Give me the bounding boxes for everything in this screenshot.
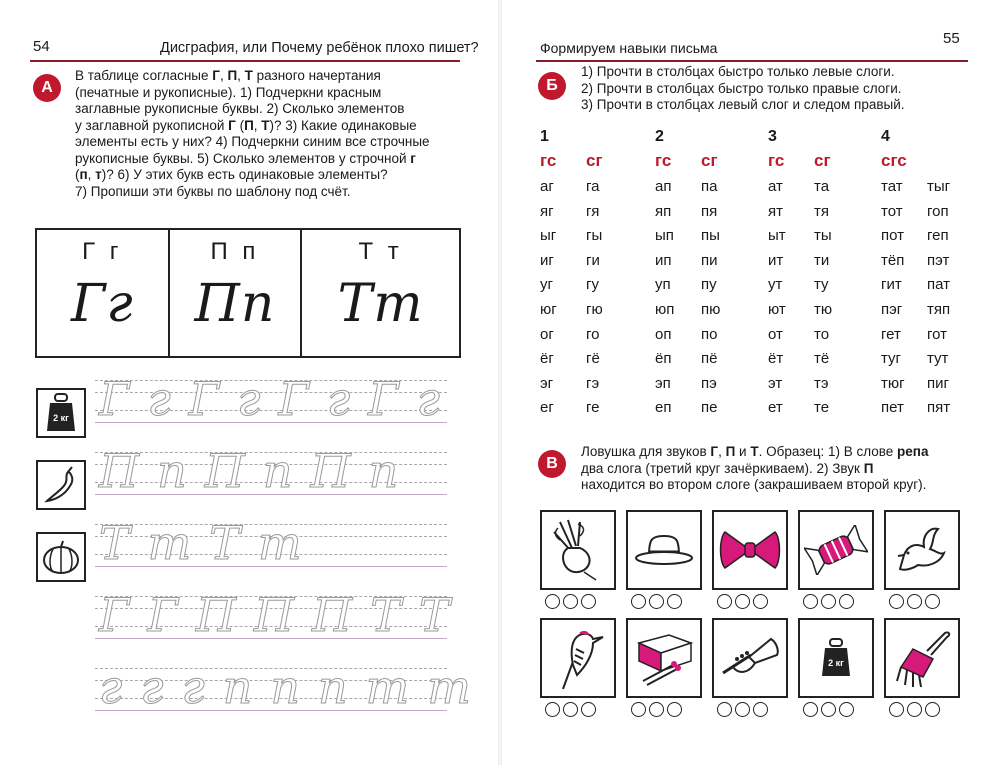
syllable: эт bbox=[768, 374, 783, 392]
syllable-circle[interactable] bbox=[821, 702, 836, 717]
instruction-text: рукописные буквы. 5) Сколько элементов у строчной bbox=[75, 150, 411, 166]
letter-cell bbox=[302, 230, 459, 356]
bold-letter: П bbox=[863, 460, 874, 476]
syllable: тот bbox=[881, 202, 903, 220]
svg-text:2 кг: 2 кг bbox=[828, 658, 844, 668]
syllable-circle[interactable] bbox=[803, 702, 818, 717]
column-header: гс bbox=[540, 151, 557, 170]
syllable: ёп bbox=[655, 350, 672, 368]
syllable: от bbox=[768, 325, 783, 343]
syllable: ып bbox=[655, 227, 674, 245]
syllable: ыт bbox=[768, 227, 786, 245]
bold-letter: г bbox=[410, 150, 416, 166]
task-b-instructions bbox=[581, 64, 971, 114]
instruction-text: у заглавной рукописной bbox=[75, 117, 229, 133]
matchbox-icon bbox=[626, 618, 702, 698]
syllable: ты bbox=[814, 227, 832, 245]
syllable-circle[interactable] bbox=[821, 594, 836, 609]
syllable-circle[interactable] bbox=[631, 594, 646, 609]
instruction-text: , bbox=[87, 167, 96, 182]
instruction-text: В таблице согласные bbox=[75, 68, 213, 83]
syllable: то bbox=[814, 325, 830, 343]
instruction-text: , bbox=[237, 68, 245, 83]
instruction-line bbox=[75, 134, 465, 151]
instruction-text: (печатные и рукописные). 1) Подчеркни красным bbox=[75, 84, 382, 100]
syllable: ог bbox=[540, 325, 554, 343]
syllable: ги bbox=[586, 251, 600, 269]
instruction-text: 3) Прочти в столбцах левый слог и следом правый. bbox=[581, 97, 905, 112]
matchbox-icon-svg bbox=[633, 629, 695, 687]
syllable: гы bbox=[586, 227, 603, 245]
pepper-icon bbox=[36, 460, 86, 510]
instruction-text: )? 3) Какие одинаковые bbox=[269, 117, 417, 133]
letter-cell bbox=[170, 230, 303, 356]
trace-letters: ПпПпПп bbox=[99, 444, 417, 498]
hat-icon-svg bbox=[633, 530, 695, 570]
syllable: пе bbox=[701, 399, 718, 417]
syllable-circles bbox=[631, 702, 682, 717]
syllable: тяп bbox=[927, 301, 951, 318]
syllable: тыг bbox=[927, 178, 951, 195]
syllable-circle[interactable] bbox=[907, 702, 922, 717]
instruction-text: находится во втором слоге (закрашиваем второй круг). bbox=[581, 477, 927, 492]
syllable-circle[interactable] bbox=[545, 702, 560, 717]
syllable: тат bbox=[881, 178, 903, 195]
trumpet-icon bbox=[712, 618, 788, 698]
weight-icon bbox=[36, 388, 86, 438]
instruction-text: ( bbox=[235, 117, 245, 133]
syllable-circle[interactable] bbox=[717, 594, 732, 609]
syllable-circle[interactable] bbox=[667, 594, 682, 609]
syllable-circles bbox=[545, 702, 596, 717]
syllable-circles bbox=[889, 702, 940, 717]
pumpkin-icon bbox=[36, 532, 86, 582]
dove-icon bbox=[884, 510, 960, 590]
syllable: ет bbox=[768, 399, 783, 417]
right-page bbox=[500, 0, 1000, 765]
running-title: Дисграфия, или Почему ребёнок плохо пишет? bbox=[160, 40, 479, 56]
instruction-line bbox=[581, 444, 981, 461]
beet-icon-svg bbox=[548, 518, 608, 582]
task-badge-b: Б bbox=[538, 72, 566, 100]
syllable: пи bbox=[701, 251, 718, 269]
syllable-circle[interactable] bbox=[839, 594, 854, 609]
syllable-circle[interactable] bbox=[631, 702, 646, 717]
bold-letter: т bbox=[95, 167, 102, 182]
instruction-line bbox=[75, 118, 465, 135]
instruction-text: . Образец: 1) В слове bbox=[758, 444, 898, 459]
syllable: ёг bbox=[540, 350, 554, 368]
syllable: ап bbox=[655, 178, 672, 195]
instruction-line bbox=[75, 85, 465, 102]
syllable: тюг bbox=[881, 374, 905, 392]
syllable-circle[interactable] bbox=[667, 702, 682, 717]
beet-icon bbox=[540, 510, 616, 590]
candy-icon bbox=[798, 510, 874, 590]
syllable: ют bbox=[768, 301, 786, 318]
bold-letter: П bbox=[244, 117, 254, 133]
syllable: пат bbox=[927, 276, 951, 294]
instruction-line bbox=[75, 167, 465, 184]
syllable-circles bbox=[803, 594, 854, 609]
weight-icon-svg bbox=[820, 638, 852, 678]
instruction-text: два слога (третий круг зачёркиваем). 2) Звук bbox=[581, 460, 864, 476]
syllable-circle[interactable] bbox=[735, 594, 750, 609]
syllable: гет bbox=[881, 325, 901, 343]
syllable-circle[interactable] bbox=[839, 702, 854, 717]
bold-letter: Г bbox=[710, 444, 719, 459]
instruction-text: 7) Пропиши эти буквы по шаблону под счёт. bbox=[75, 183, 351, 199]
syllable: ыг bbox=[540, 227, 557, 245]
hat-icon bbox=[626, 510, 702, 590]
syllable: гоп bbox=[927, 202, 949, 220]
syllable: тя bbox=[814, 202, 829, 220]
syllable: аг bbox=[540, 178, 554, 195]
syllable: гэ bbox=[586, 374, 600, 392]
syllable-circle[interactable] bbox=[925, 702, 940, 717]
syllable: оп bbox=[655, 325, 672, 343]
trumpet-icon-svg bbox=[719, 633, 781, 683]
dove-icon-svg bbox=[894, 525, 950, 575]
syllable: пэг bbox=[881, 301, 903, 318]
syllable: гю bbox=[586, 301, 603, 318]
instruction-text: , bbox=[718, 444, 726, 459]
syllable: уп bbox=[655, 276, 671, 294]
syllable: уг bbox=[540, 276, 553, 294]
instruction-line bbox=[581, 64, 971, 81]
bold-letter: Г bbox=[212, 68, 220, 83]
bold-letter: П bbox=[227, 68, 238, 83]
syllable: эп bbox=[655, 374, 671, 392]
pepper-icon-svg bbox=[44, 466, 78, 504]
syllable-circle[interactable] bbox=[889, 594, 904, 609]
syllable: ат bbox=[768, 178, 783, 195]
bold-letter: Т bbox=[750, 444, 759, 459]
syllable: ип bbox=[655, 251, 672, 269]
column-number: 3 bbox=[768, 128, 777, 145]
syllable-circle[interactable] bbox=[925, 594, 940, 609]
syllable: ге bbox=[586, 399, 600, 417]
instruction-line bbox=[581, 477, 981, 494]
syllable: пы bbox=[701, 227, 720, 245]
syllable: те bbox=[814, 399, 830, 417]
cursive-letters: Гг bbox=[70, 274, 134, 334]
syllable: туг bbox=[881, 350, 902, 368]
syllable: га bbox=[586, 178, 600, 195]
cursive-letters: Пп bbox=[194, 274, 276, 334]
syllable: гё bbox=[586, 350, 600, 368]
svg-text:2 кг: 2 кг bbox=[53, 413, 69, 423]
instruction-line bbox=[581, 81, 971, 98]
bow-icon bbox=[712, 510, 788, 590]
syllable: го bbox=[586, 325, 600, 343]
page-number: 54 bbox=[33, 38, 50, 55]
letter-table bbox=[35, 228, 461, 358]
syllable: тю bbox=[814, 301, 833, 318]
syllable: пэт bbox=[927, 251, 950, 269]
weight-icon bbox=[798, 618, 874, 698]
syllable-circle[interactable] bbox=[649, 594, 664, 609]
column-header: сг bbox=[814, 151, 831, 170]
printed-letters: Т т bbox=[358, 238, 403, 265]
header-rule bbox=[536, 60, 968, 62]
syllable: пю bbox=[701, 301, 721, 318]
instruction-text: заглавные рукописные буквы. 2) Сколько элементов bbox=[75, 101, 405, 116]
syllable: тут bbox=[927, 350, 949, 368]
syllable-circle[interactable] bbox=[581, 702, 596, 717]
syllable: ту bbox=[814, 276, 829, 294]
syllable-circles bbox=[803, 702, 854, 717]
syllable-circles bbox=[717, 702, 768, 717]
syllable-circles bbox=[545, 594, 596, 609]
syllable-circle[interactable] bbox=[889, 702, 904, 717]
candy-icon-svg bbox=[804, 525, 868, 575]
syllable: тёп bbox=[881, 251, 905, 269]
bold-letter: Г bbox=[228, 117, 236, 133]
syllable: гя bbox=[586, 202, 600, 220]
syllable: юп bbox=[655, 301, 675, 318]
syllable: еп bbox=[655, 399, 672, 417]
syllable: пот bbox=[881, 227, 905, 245]
instruction-text: 1) Прочти в столбцах быстро только левые слоги. bbox=[581, 64, 895, 79]
task-badge-c: В bbox=[538, 450, 566, 478]
task-c-instructions bbox=[581, 444, 981, 494]
weight-icon-svg bbox=[45, 393, 77, 433]
syllable-circle[interactable] bbox=[649, 702, 664, 717]
brush-icon-svg bbox=[893, 627, 951, 689]
syllable: пу bbox=[701, 276, 717, 294]
instruction-text: Ловушка для звуков bbox=[581, 444, 711, 459]
syllable: эг bbox=[540, 374, 554, 392]
syllable: пя bbox=[701, 202, 718, 220]
syllable: юг bbox=[540, 301, 557, 318]
page-number: 55 bbox=[943, 30, 960, 47]
bold-letter: п bbox=[79, 167, 88, 182]
syllable: ут bbox=[768, 276, 783, 294]
running-title: Формируем навыки письма bbox=[540, 40, 718, 56]
woodpecker-icon bbox=[540, 618, 616, 698]
syllable-circle[interactable] bbox=[753, 702, 768, 717]
instruction-text: и bbox=[735, 444, 751, 459]
bow-icon-svg bbox=[719, 528, 781, 572]
instruction-text: разного начертания bbox=[252, 68, 381, 83]
syllable: ти bbox=[814, 251, 830, 269]
syllable-circles bbox=[631, 594, 682, 609]
syllable-circle[interactable] bbox=[563, 702, 578, 717]
syllable: геп bbox=[927, 227, 949, 245]
syllable: иг bbox=[540, 251, 554, 269]
trace-letters: ГГПППТТ bbox=[99, 588, 468, 642]
syllable: па bbox=[701, 178, 718, 195]
bold-letter: Т bbox=[261, 117, 270, 133]
syllable: тё bbox=[814, 350, 830, 368]
trace-letters: ТтТт bbox=[99, 516, 320, 570]
header-rule bbox=[30, 60, 460, 62]
printed-letters: Г г bbox=[82, 238, 123, 265]
brush-icon bbox=[884, 618, 960, 698]
trace-letters: гггппптт bbox=[99, 660, 489, 714]
column-number: 1 bbox=[540, 128, 549, 145]
instruction-text: элементы есть у них? 4) Подчеркни синим все строчные bbox=[75, 134, 430, 149]
syllable-circle[interactable] bbox=[581, 594, 596, 609]
syllable: по bbox=[701, 325, 718, 343]
instruction-text: , bbox=[253, 117, 262, 133]
column-header: сг bbox=[586, 151, 603, 170]
syllable: пэ bbox=[701, 374, 717, 392]
syllable-circle[interactable] bbox=[545, 594, 560, 609]
syllable-circle[interactable] bbox=[803, 594, 818, 609]
letter-cell bbox=[37, 230, 170, 356]
task-a-instructions bbox=[75, 68, 465, 200]
instruction-text: )? 6) У этих букв есть одинаковые элементы? bbox=[101, 167, 388, 182]
syllable: ят bbox=[768, 202, 783, 220]
bold-letter: П bbox=[725, 444, 736, 459]
syllable: яг bbox=[540, 202, 554, 220]
instruction-text: 2) Прочти в столбцах быстро только правые слоги. bbox=[581, 80, 902, 96]
syllable-circle[interactable] bbox=[907, 594, 922, 609]
syllable: гит bbox=[881, 276, 902, 294]
syllable: ит bbox=[768, 251, 784, 269]
syllable: та bbox=[814, 178, 830, 195]
instruction-line bbox=[75, 101, 465, 118]
syllable: ёт bbox=[768, 350, 784, 368]
task-badge-a: А bbox=[33, 74, 61, 102]
syllable-circles bbox=[889, 594, 940, 609]
column-number: 2 bbox=[655, 128, 664, 145]
column-header: сгс bbox=[881, 151, 907, 170]
woodpecker-icon-svg bbox=[549, 625, 607, 691]
instruction-line bbox=[581, 97, 971, 114]
instruction-line bbox=[581, 461, 981, 478]
column-header: сг bbox=[701, 151, 718, 170]
syllable: пиг bbox=[927, 374, 949, 392]
syllable: яп bbox=[655, 202, 672, 220]
syllable-circle[interactable] bbox=[563, 594, 578, 609]
cursive-letters: Тт bbox=[337, 274, 424, 334]
syllable: тэ bbox=[814, 374, 829, 392]
column-number: 4 bbox=[881, 128, 890, 145]
syllable: пё bbox=[701, 350, 718, 368]
bold-letter: Т bbox=[244, 68, 253, 83]
trace-letters: ГгГгГгГг bbox=[99, 372, 458, 426]
pumpkin-icon-svg bbox=[42, 539, 80, 575]
syllable-circle[interactable] bbox=[717, 702, 732, 717]
instruction-line bbox=[75, 68, 465, 85]
bold-letter: репа bbox=[897, 444, 929, 459]
syllable: пят bbox=[927, 399, 951, 417]
syllable-circle[interactable] bbox=[753, 594, 768, 609]
syllable: гу bbox=[586, 276, 599, 294]
instruction-line bbox=[75, 151, 465, 168]
instruction-text: ( bbox=[75, 167, 80, 182]
column-header: гс bbox=[768, 151, 785, 170]
column-header: гс bbox=[655, 151, 672, 170]
syllable: ег bbox=[540, 399, 554, 417]
instruction-text: , bbox=[219, 68, 228, 83]
syllable-circle[interactable] bbox=[735, 702, 750, 717]
syllable-circles bbox=[717, 594, 768, 609]
syllable: пет bbox=[881, 399, 904, 417]
instruction-line bbox=[75, 184, 465, 201]
syllable: гот bbox=[927, 325, 948, 343]
printed-letters: П п bbox=[210, 238, 260, 265]
